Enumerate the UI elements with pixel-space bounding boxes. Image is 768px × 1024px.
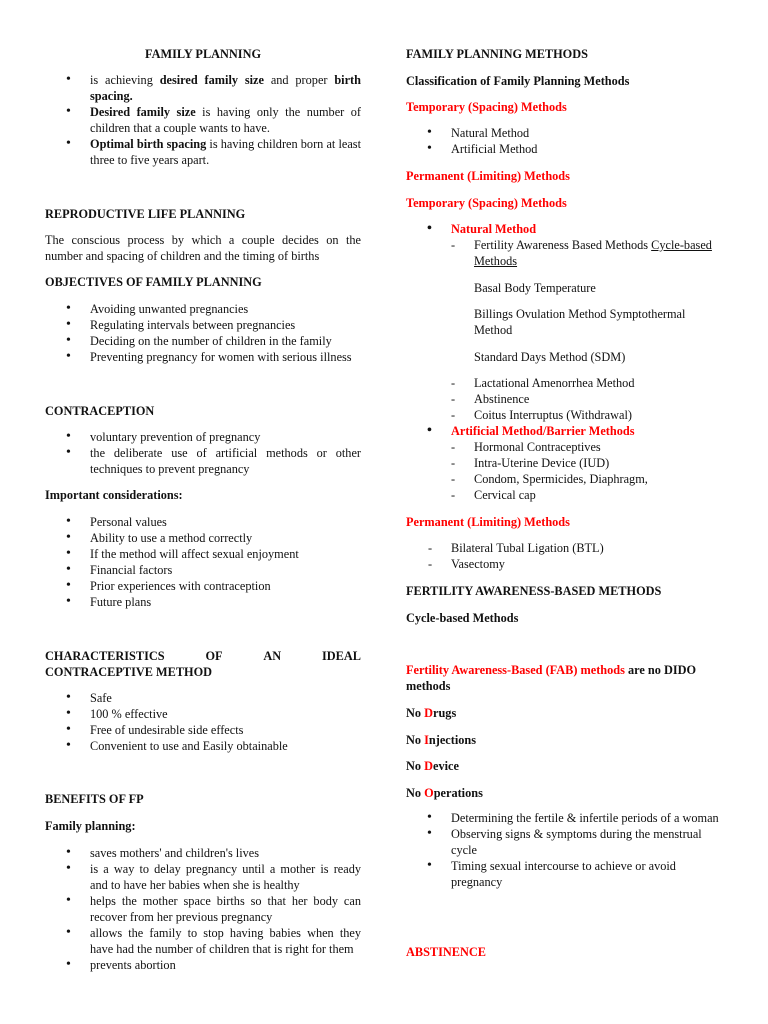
list-item: - Cervical cap xyxy=(406,487,724,503)
permanent-methods-list xyxy=(406,540,724,572)
list-item: - Condom, Spermicides, Diaphragm, xyxy=(406,471,724,487)
list-item: • Deciding on the number of children in the family xyxy=(45,333,361,349)
list-item: • saves mothers' and children's lives xyxy=(45,845,361,861)
benefits-heading: BENEFITS OF FP xyxy=(45,792,144,806)
heading-word: OF xyxy=(205,649,223,663)
list-item: • Preventing pregnancy for women with serious illness xyxy=(45,349,361,365)
considerations-list xyxy=(45,514,361,610)
reproductive-life-planning-text: The conscious process by which a couple decides on the number and spacing of children and the timing of births xyxy=(45,233,361,263)
abstinence-heading: ABSTINENCE xyxy=(406,945,486,959)
list-item: • Natural Method xyxy=(406,125,724,141)
list-item: • is achieving desired family size and proper birth spacing. xyxy=(45,72,361,104)
list-item: - Abstinence xyxy=(406,391,724,407)
family-planning-list xyxy=(45,72,361,168)
heading-word: CHARACTERISTICS xyxy=(45,649,165,663)
artificial-method-item: • Artificial Method/Barrier Methods xyxy=(406,423,724,439)
objectives-heading: OBJECTIVES OF FAMILY PLANNING xyxy=(45,275,262,289)
list-item: • 100 % effective xyxy=(45,706,361,722)
list-item: • Safe xyxy=(45,690,361,706)
cycle-based-link-text: Cycle-based Methods xyxy=(474,238,712,268)
list-item: • Ability to use a method correctly xyxy=(45,530,361,546)
heading-word: AN xyxy=(263,649,282,663)
list-item: • Prior experiences with contraception xyxy=(45,578,361,594)
permanent-methods-heading: Permanent (Limiting) Methods xyxy=(406,169,570,183)
list-item: • Avoiding unwanted pregnancies xyxy=(45,301,361,317)
sdm-text: Standard Days Method (SDM) xyxy=(474,350,626,364)
no-device: No Device xyxy=(406,759,459,773)
list-item: • Financial factors xyxy=(45,562,361,578)
cycle-based-heading: Cycle-based Methods xyxy=(406,611,519,625)
list-item: • helps the mother space births so that her body can recover from her previous pregnancy xyxy=(45,893,361,925)
list-item: • Determining the fertile & infertile periods of a woman xyxy=(406,810,724,826)
heading-line-2: CONTRACEPTIVE METHOD xyxy=(45,665,213,679)
methods-heading: FAMILY PLANNING METHODS xyxy=(406,47,588,61)
list-item: • Timing sexual intercourse to achieve or avoid pregnancy xyxy=(406,858,724,890)
list-item: • Observing signs & symptoms during the menstrual cycle xyxy=(406,826,724,858)
list-item: • Regulating intervals between pregnancies xyxy=(45,317,361,333)
natural-method-item: • Natural Method xyxy=(406,221,724,237)
temporary-methods-heading-2: Temporary (Spacing) Methods xyxy=(406,196,567,210)
list-item: - Coitus Interruptus (Withdrawal) xyxy=(406,407,724,423)
list-item: • prevents abortion xyxy=(45,957,361,973)
list-item: • Future plans xyxy=(45,594,361,610)
family-planning-subheading: Family planning: xyxy=(45,819,136,833)
fab-list xyxy=(406,810,724,890)
billings-text: Billings Ovulation Method Symptothermal Method xyxy=(474,307,686,337)
fab-method-item: - Fertility Awareness Based Methods Cycle-based Methods xyxy=(406,237,724,269)
list-item: • Free of undesirable side effects xyxy=(45,722,361,738)
list-item: • Convenient to use and Easily obtainable xyxy=(45,738,361,754)
ideal-method-list xyxy=(45,690,361,754)
list-item: - Bilateral Tubal Ligation (BTL) xyxy=(406,540,724,556)
list-item: - Vasectomy xyxy=(406,556,724,572)
heading-word: IDEAL xyxy=(322,649,361,663)
no-operations: No Operations xyxy=(406,786,483,800)
fab-dido-statement: Fertility Awareness-Based (FAB) methods are no DIDO methods xyxy=(406,663,697,693)
bbt-text: Basal Body Temperature xyxy=(474,281,596,295)
list-item: • If the method will affect sexual enjoyment xyxy=(45,546,361,562)
natural-more-list xyxy=(406,375,724,503)
temporary-methods-heading: Temporary (Spacing) Methods xyxy=(406,100,567,114)
contraception-list xyxy=(45,429,361,477)
important-considerations-heading: Important considerations: xyxy=(45,488,183,502)
list-item: • Personal values xyxy=(45,514,361,530)
list-item: • Artificial Method xyxy=(406,141,724,157)
list-item: - Lactational Amenorrhea Method xyxy=(406,375,724,391)
permanent-methods-heading-2: Permanent (Limiting) Methods xyxy=(406,515,570,529)
ideal-method-heading xyxy=(45,648,361,680)
natural-method-list xyxy=(406,221,724,269)
family-planning-heading: FAMILY PLANNING xyxy=(144,47,262,61)
fab-methods-heading: FERTILITY AWARENESS-BASED METHODS xyxy=(406,584,662,598)
no-drugs: No Drugs xyxy=(406,706,457,720)
objectives-list xyxy=(45,301,361,365)
list-item: • Optimal birth spacing is having children born at least three to five years apart. xyxy=(45,136,361,168)
temporary-methods-list xyxy=(406,125,724,157)
classification-heading: Classification of Family Planning Methods xyxy=(406,74,630,88)
list-item: • voluntary prevention of pregnancy xyxy=(45,429,361,445)
list-item: - Intra-Uterine Device (IUD) xyxy=(406,455,724,471)
list-item: • Desired family size is having only the number of children that a couple wants to have. xyxy=(45,104,361,136)
list-item: • allows the family to stop having babies when they have had the number of children that is right for them xyxy=(45,925,361,957)
benefits-list xyxy=(45,845,361,973)
reproductive-life-planning-heading: REPRODUCTIVE LIFE PLANNING xyxy=(45,207,246,221)
list-item: - Hormonal Contraceptives xyxy=(406,439,724,455)
list-item: • is a way to delay pregnancy until a mother is ready and to have her babies when she is healthy xyxy=(45,861,361,893)
no-injections: No Injections xyxy=(406,733,477,747)
list-item: • the deliberate use of artificial methods or other techniques to prevent pregnancy xyxy=(45,445,361,477)
contraception-heading: CONTRACEPTION xyxy=(45,404,155,418)
